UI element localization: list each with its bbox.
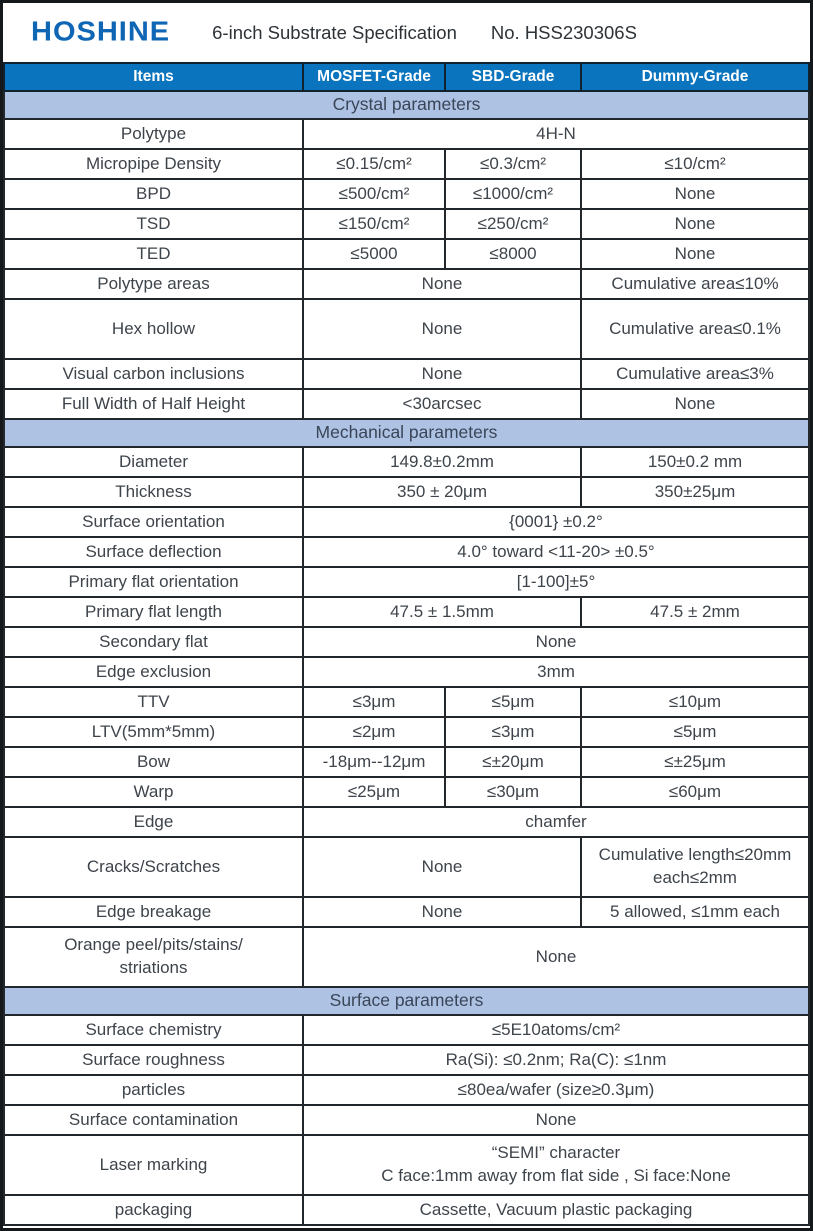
value-text: Cumulative area≤3% xyxy=(616,363,774,383)
item-cell xyxy=(4,299,303,359)
item-cell xyxy=(4,1075,303,1105)
value-cell xyxy=(581,837,809,897)
value-text: ≤30μm xyxy=(486,781,540,801)
item-label: Laser marking xyxy=(99,1154,208,1174)
table-row xyxy=(4,657,809,687)
value-cell xyxy=(303,1075,809,1105)
item-label: Polytype areas xyxy=(97,273,210,293)
section-title: Surface parameters xyxy=(4,987,809,1015)
value-text: None xyxy=(421,363,463,383)
value-text: ≤5000 xyxy=(350,243,398,263)
value-text: ≤80ea/wafer (size≥0.3μm) xyxy=(457,1079,655,1099)
table-row xyxy=(4,447,809,477)
value-cell xyxy=(303,359,581,389)
table-row xyxy=(4,747,809,777)
value-text: ≤5μm xyxy=(491,691,535,711)
item-cell xyxy=(4,1045,303,1075)
value-text: ≤8000 xyxy=(489,243,537,263)
value-cell xyxy=(581,597,809,627)
value-text: ≤0.3/cm² xyxy=(479,153,546,173)
value-text: 4.0° toward <11-20> ±0.5° xyxy=(457,541,655,561)
item-label: Thickness xyxy=(115,481,192,501)
page-title: 6-inch Substrate Specification xyxy=(212,21,457,43)
value-text: 150±0.2 mm xyxy=(647,451,743,471)
title-wrap xyxy=(212,22,637,44)
value-text: ≤60μm xyxy=(668,781,722,801)
item-cell xyxy=(4,209,303,239)
item-label: Secondary flat xyxy=(99,631,208,651)
value-cell xyxy=(581,389,809,419)
value-cell xyxy=(581,477,809,507)
item-label: Edge breakage xyxy=(95,901,212,921)
item-cell xyxy=(4,927,303,987)
section-header-row xyxy=(4,987,809,1015)
value-cell xyxy=(581,239,809,269)
value-text: <30arcsec xyxy=(402,393,482,413)
value-text: None xyxy=(535,631,577,651)
table-row xyxy=(4,299,809,359)
value-text: {0001} ±0.2° xyxy=(509,511,603,531)
item-cell xyxy=(4,717,303,747)
value-text: 47.5 ± 1.5mm xyxy=(390,601,494,621)
value-text: Ra(Si): ≤0.2nm; Ra(C): ≤1nm xyxy=(445,1049,667,1069)
value-text: ≤500/cm² xyxy=(338,183,410,203)
value-text: None xyxy=(674,243,716,263)
value-text: ≤10μm xyxy=(668,691,722,711)
section-header-row xyxy=(4,419,809,447)
column-header-mosfet-grade: MOSFET-Grade xyxy=(303,63,445,91)
table-row xyxy=(4,1195,809,1225)
table-row xyxy=(4,209,809,239)
item-cell xyxy=(4,897,303,927)
table-row xyxy=(4,627,809,657)
spec-table-body xyxy=(4,63,809,1225)
doc-number: No. HSS230306S xyxy=(490,21,637,43)
value-cell xyxy=(581,209,809,239)
item-label: TED xyxy=(136,243,171,263)
section-title: Mechanical parameters xyxy=(4,419,809,447)
item-label: Bow xyxy=(136,751,171,771)
value-cell xyxy=(303,209,445,239)
table-row xyxy=(4,927,809,987)
value-cell xyxy=(303,777,445,807)
item-label: Cracks/Scratches xyxy=(86,856,221,876)
value-cell xyxy=(303,1135,809,1195)
table-row xyxy=(4,597,809,627)
table-row xyxy=(4,837,809,897)
value-text: ≤10/cm² xyxy=(664,153,726,173)
table-row xyxy=(4,537,809,567)
table-row xyxy=(4,777,809,807)
hoshine-logo: HOSHINE xyxy=(31,16,171,48)
value-text: None xyxy=(535,946,577,966)
value-cell xyxy=(303,119,809,149)
value-cell xyxy=(581,179,809,209)
value-text: None xyxy=(421,901,463,921)
table-row xyxy=(4,389,809,419)
section-header-row xyxy=(4,91,809,119)
item-label: packaging xyxy=(114,1199,193,1219)
value-text: Cumulative area≤0.1% xyxy=(609,318,781,338)
spec-table xyxy=(3,62,810,1226)
value-cell xyxy=(303,179,445,209)
table-row xyxy=(4,1135,809,1195)
value-cell xyxy=(303,927,809,987)
column-header-items: Items xyxy=(4,63,303,91)
value-text: 5 allowed, ≤1mm each xyxy=(610,901,780,921)
value-text: ≤150/cm² xyxy=(338,213,410,233)
value-text: ≤±25μm xyxy=(664,751,726,771)
value-cell xyxy=(303,299,581,359)
item-label: Surface deflection xyxy=(85,541,222,561)
value-text: 149.8±0.2mm xyxy=(390,451,494,471)
value-cell xyxy=(445,777,581,807)
item-cell xyxy=(4,119,303,149)
item-label: Orange peel/pits/stains/ xyxy=(64,935,243,955)
value-cell xyxy=(445,149,581,179)
item-cell xyxy=(4,627,303,657)
value-text: [1-100]±5° xyxy=(516,571,596,591)
value-cell xyxy=(445,239,581,269)
item-cell xyxy=(4,1105,303,1135)
value-text: ≤1000/cm² xyxy=(472,183,554,203)
item-label: Hex hollow xyxy=(111,318,196,338)
value-text: ≤5E10atoms/cm² xyxy=(491,1019,621,1039)
value-cell xyxy=(303,1015,809,1045)
value-cell xyxy=(581,269,809,299)
item-label: Edge xyxy=(133,811,174,831)
value-text: Cassette, Vacuum plastic packaging xyxy=(419,1199,693,1219)
item-cell xyxy=(4,179,303,209)
item-cell xyxy=(4,239,303,269)
value-cell xyxy=(445,717,581,747)
item-cell xyxy=(4,149,303,179)
value-text: -18μm--12μm xyxy=(322,751,426,771)
value-cell xyxy=(303,657,809,687)
item-label: TSD xyxy=(136,213,171,233)
item-cell xyxy=(4,777,303,807)
item-cell xyxy=(4,687,303,717)
value-cell xyxy=(445,209,581,239)
value-cell xyxy=(581,299,809,359)
table-row xyxy=(4,897,809,927)
column-header-row xyxy=(4,63,809,91)
value-text: ≤±20μm xyxy=(482,751,544,771)
value-text: C face:1mm away from flat side , Si face:None xyxy=(381,1166,731,1185)
item-label: Warp xyxy=(133,781,174,801)
item-label: Polytype xyxy=(120,123,187,143)
item-label: Full Width of Half Height xyxy=(61,393,246,413)
value-text: 47.5 ± 2mm xyxy=(650,601,740,621)
value-text: None xyxy=(421,318,463,338)
value-cell xyxy=(303,1195,809,1225)
value-cell xyxy=(581,447,809,477)
column-header-dummy-grade: Dummy-Grade xyxy=(581,63,809,91)
item-label: Micropipe Density xyxy=(85,153,222,173)
value-text: each≤2mm xyxy=(653,868,737,887)
item-label: TTV xyxy=(137,691,170,711)
item-label: BPD xyxy=(136,183,171,203)
column-header-sbd-grade: SBD-Grade xyxy=(445,63,581,91)
item-label: Edge exclusion xyxy=(95,661,212,681)
value-text: “SEMI” character xyxy=(491,1143,621,1163)
value-cell xyxy=(303,149,445,179)
table-row xyxy=(4,1015,809,1045)
table-row xyxy=(4,1045,809,1075)
table-row xyxy=(4,507,809,537)
value-cell xyxy=(445,747,581,777)
table-row xyxy=(4,119,809,149)
item-label: Visual carbon inclusions xyxy=(62,363,245,383)
item-cell xyxy=(4,747,303,777)
value-cell xyxy=(303,897,581,927)
item-label: Primary flat length xyxy=(85,601,222,621)
value-cell xyxy=(303,567,809,597)
value-cell xyxy=(445,179,581,209)
item-label: Surface chemistry xyxy=(85,1019,222,1039)
value-cell xyxy=(581,897,809,927)
value-cell xyxy=(303,1105,809,1135)
table-row xyxy=(4,567,809,597)
item-cell xyxy=(4,389,303,419)
item-cell xyxy=(4,477,303,507)
value-cell xyxy=(303,507,809,537)
value-text: None xyxy=(421,273,463,293)
document-header xyxy=(3,3,810,62)
value-text: 350 ± 20μm xyxy=(396,481,487,501)
item-label: LTV(5mm*5mm) xyxy=(91,721,216,741)
value-cell xyxy=(303,447,581,477)
item-cell xyxy=(4,507,303,537)
value-text: Cumulative length≤20mm xyxy=(598,845,792,865)
value-cell xyxy=(303,747,445,777)
value-cell xyxy=(303,597,581,627)
item-label: Surface roughness xyxy=(82,1049,225,1069)
value-text: Cumulative area≤10% xyxy=(611,273,779,293)
value-text: None xyxy=(674,183,716,203)
table-row xyxy=(4,239,809,269)
section-title: Crystal parameters xyxy=(4,91,809,119)
item-cell xyxy=(4,269,303,299)
table-row xyxy=(4,687,809,717)
item-cell xyxy=(4,657,303,687)
item-cell xyxy=(4,1015,303,1045)
value-text: ≤5μm xyxy=(673,721,717,741)
table-row xyxy=(4,359,809,389)
table-row xyxy=(4,149,809,179)
value-cell xyxy=(303,477,581,507)
item-label: particles xyxy=(121,1079,186,1099)
value-cell xyxy=(581,149,809,179)
value-text: ≤25μm xyxy=(347,781,401,801)
item-cell xyxy=(4,1135,303,1195)
value-text: ≤0.15/cm² xyxy=(336,153,412,173)
item-cell xyxy=(4,807,303,837)
value-cell xyxy=(303,269,581,299)
value-cell xyxy=(581,359,809,389)
value-cell xyxy=(303,717,445,747)
value-text: None xyxy=(674,213,716,233)
value-cell xyxy=(303,389,581,419)
table-row xyxy=(4,807,809,837)
value-text: ≤2μm xyxy=(352,721,396,741)
item-cell xyxy=(4,837,303,897)
value-cell xyxy=(303,687,445,717)
value-cell xyxy=(303,807,809,837)
value-cell xyxy=(303,837,581,897)
item-label: Primary flat orientation xyxy=(68,571,239,591)
value-text: ≤3μm xyxy=(491,721,535,741)
value-cell xyxy=(581,687,809,717)
value-text: 3mm xyxy=(537,661,575,681)
item-label: striations xyxy=(119,958,188,977)
value-cell xyxy=(445,687,581,717)
value-text: None xyxy=(535,1109,577,1129)
table-row xyxy=(4,717,809,747)
value-cell xyxy=(581,717,809,747)
value-cell xyxy=(303,239,445,269)
item-label: Surface orientation xyxy=(82,511,225,531)
item-cell xyxy=(4,597,303,627)
item-cell xyxy=(4,537,303,567)
value-text: ≤250/cm² xyxy=(477,213,549,233)
value-text: ≤3μm xyxy=(352,691,396,711)
item-cell xyxy=(4,1195,303,1225)
table-row xyxy=(4,1105,809,1135)
table-row xyxy=(4,477,809,507)
value-cell xyxy=(303,627,809,657)
item-cell xyxy=(4,567,303,597)
value-cell xyxy=(581,777,809,807)
item-cell xyxy=(4,447,303,477)
item-label: Surface contamination xyxy=(68,1109,239,1129)
table-row xyxy=(4,269,809,299)
value-cell xyxy=(303,1045,809,1075)
table-row xyxy=(4,1075,809,1105)
value-cell xyxy=(581,747,809,777)
value-text: None xyxy=(421,856,463,876)
value-text: 4H-N xyxy=(536,123,576,143)
value-text: 350±25μm xyxy=(654,481,736,501)
item-label: Diameter xyxy=(119,451,188,471)
value-text: None xyxy=(674,393,716,413)
value-cell xyxy=(303,537,809,567)
table-row xyxy=(4,179,809,209)
item-cell xyxy=(4,359,303,389)
value-text: chamfer xyxy=(525,811,587,831)
